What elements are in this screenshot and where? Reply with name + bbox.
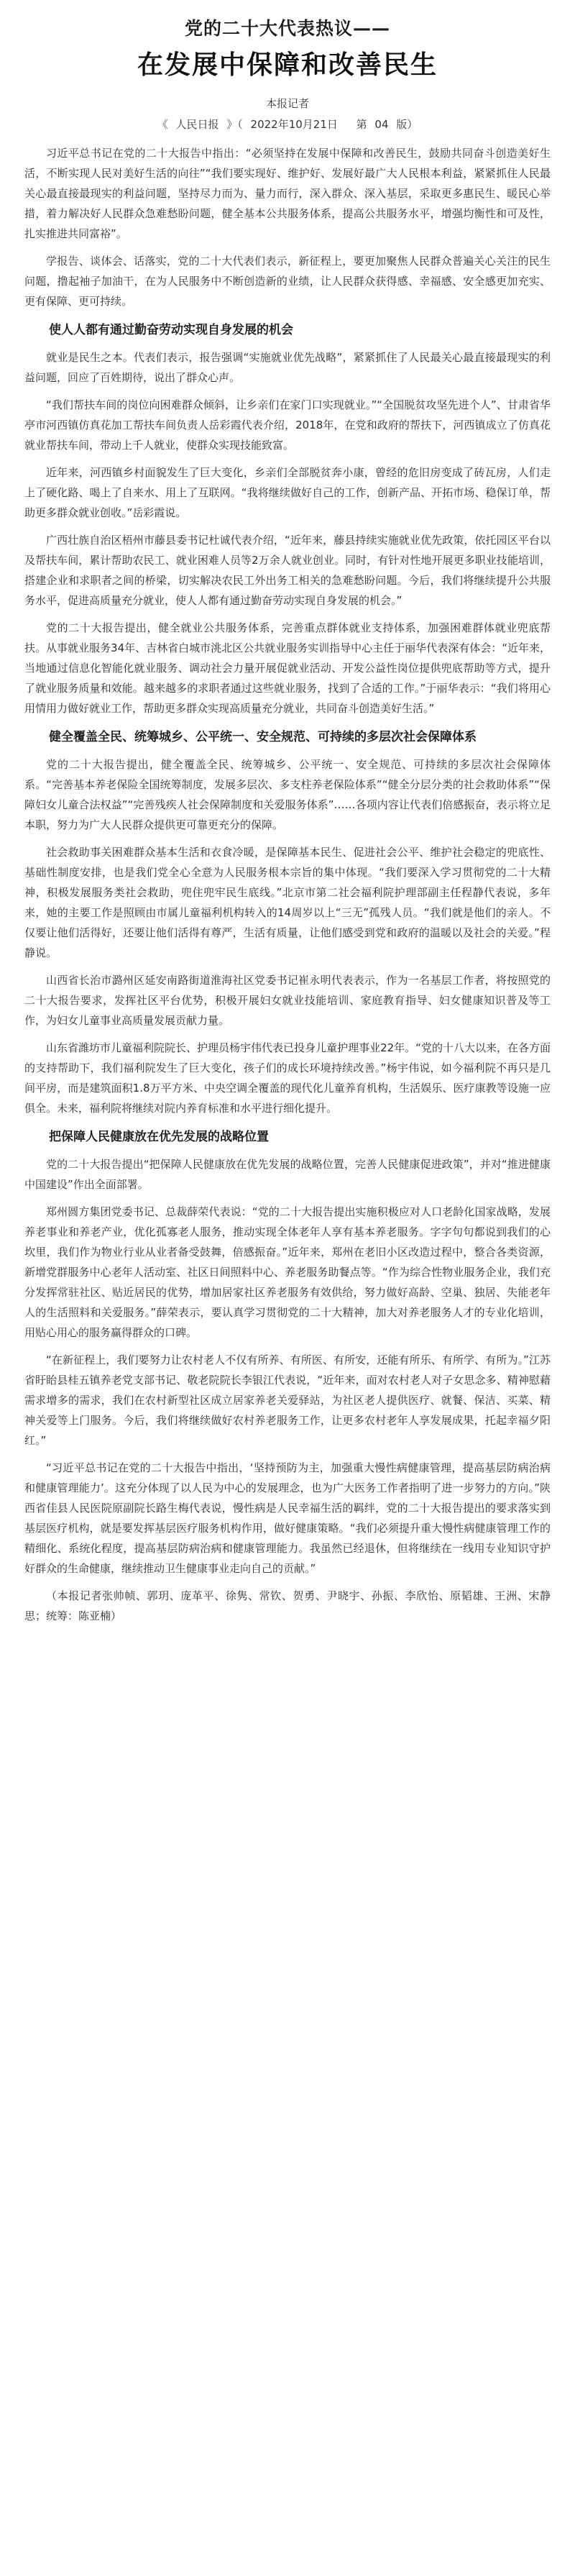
- article-paragraph: 郑州圆方集团党委书记、总裁薛荣代表说：“党的二十大报告提出实施积极应对人口老龄化国家战略，发展养老事业和养老产业，优化孤寡老人服务，推动实现全体老年人享有基本养老服务。字字句句都说到我们的心坎里，我们作为物业行业从业者备受鼓舞，倍感振奋。”近年来，郑州在老旧小区改造过程中，整合各类资源，新增党群服务中心老年人活动室、社区日间照料中心、养老服务助餐点等。“作为综合性物业服务企业，我们充分发挥常驻社区、贴近居民的优势，增加居家社区养老服务有效供给，努力做好高龄、空巢、独居、失能老年人的生活照料和关爱服务。”薛荣表示，要认真学习贯彻党的二十大精神，加大对养老服务人才的专业化培训，用贴心用心的服务赢得群众的口碑。: [24, 1205, 551, 1339]
- article-byline: 本报记者: [265, 97, 309, 110]
- article-paragraph: “习近平总书记在党的二十大报告中指出，‘坚持预防为主，加强重大慢性病健康管理，提高基层防病治病和健康管理能力’。这充分体现了以人民为中心的发展理念，也为广大医务工作者指明了进一步努力的方向。”陕西省佳县人民医院原副院长路生梅代表说，慢性病是人民幸福生活的羁绊，党的二十大报告提出的要求落实到基层医疗机构，就是要发挥基层医疗服务机构作用，做好健康策略。“我们必须提升重大慢性病健康管理工作的精细化、系统化程度，提高基层防病治病和健康管理能力。我虽然已经退休，但将继续在一线用专业知识守护好群众的生命健康，继续推动卫生健康事业走向自己的贡献。”: [24, 1461, 551, 1575]
- article-paragraph: 近年来，河西镇乡村面貌发生了巨大变化，乡亲们全部脱贫奔小康，曾经的危旧房变成了砖瓦房，人们走上了硬化路、喝上了自来水、用上了互联网。“我将继续做好自己的工作，创新产品、开拓市场、稳保订单，帮助更多群众就业创收。”岳彩霞说。: [24, 466, 551, 519]
- article-paragraph: 山西省长治市潞州区延安南路街道淮海社区党委书记崔永明代表表示，作为一名基层工作者，将按照党的二十大报告要求，发挥社区平台优势，积极开展妇女就业技能培训、家庭教育指导、妇女健康知识普及等工作，为妇女儿童事业高质量发展贡献力量。: [24, 974, 551, 1027]
- article-paragraph: 山东省潍坊市儿童福利院院长、护理员杨宇伟代表已投身儿童护理事业22年。“党的十八大以来，在各方面的支持帮助下，我们福利院发生了巨大变化，孩子们的成长环境持续改善。”杨宇伟说，如今福利院不再只是几间平房，而是建筑面积1.8万平方米、中央空调全覆盖的现代化儿童养育机构，生活娱乐、医疗康教等设施一应俱全。未来，福利院将继续对院内养育标准和水平进行细化提升。: [24, 1041, 551, 1115]
- article-kicker: 党的二十大代表热议——: [184, 18, 390, 39]
- article-title: 在发展中保障和改善民生: [137, 50, 438, 80]
- section-heading: 健全覆盖全民、统筹城乡、公平统一、安全规范、可持续的多层次社会保障体系: [49, 730, 477, 744]
- article-source: 《 人民日报 》（ 2022年10月21日 第 04 版）: [157, 118, 418, 131]
- article-paragraph: “我们帮扶车间的岗位向困难群众倾斜，让乡亲们在家门口实现就业。”“全国脱贫攻坚先进个人”、甘肃省华亭市河西镇仿真花加工帮扶车间负责人岳彩霞代表介绍，2018年，在党和政府的帮扶下，河西镇成立了仿真花就业帮扶车间，带动上千人就业，使群众实现技能致富。: [24, 398, 551, 452]
- article-paragraph: 广西壮族自治区梧州市藤县委书记杜诚代表介绍，“近年来，藤县持续实施就业优先政策，依托园区平台以及帮扶车间，累计帮助农民工、就业困难人员等2万余人就业创业。同时，有针对性地开展更多职业技能培训，搭建企业和求职者之间的桥梁，切实解决农民工外出务工相关的急难愁盼问题。今后，我们将继续提升公共服务水平，促进高质量充分就业，使人人都有通过勤奋劳动实现自身发展的机会。”: [24, 534, 551, 607]
- article-paragraph: 社会救助事关困难群众基本生活和衣食冷暖，是保障基本民生、促进社会公平、维护社会稳定的兜底性、基础性制度安排，也是我们党全心全意为人民服务根本宗旨的集中体现。“我们要深入学习贯彻党的二十大精神，积极发展服务类社会救助，兜住兜牢民生底线。”北京市第二社会福利院护理部副主任程静代表说，多年来，她的主要工作是照顾由市属儿童福利机构转入的14周岁以上“三无”孤残人员。“我们就是他们的亲人。不仅要让他们活得好，还要让他们活得有尊严，生活有质量，让他们感受到党和政府的温暖以及社会的关爱。”程静说。: [24, 846, 551, 959]
- article-paragraph: 学报告、谈体会、话落实，党的二十大代表们表示，新征程上，要更加聚焦人民群众普遍关心关注的民生问题，撸起袖子加油干，在为人民服务中不断创造新的业绩，让人民群众获得感、幸福感、安全感更加充实、更有保障、更可持续。: [24, 255, 551, 308]
- section-heading: 使人人都有通过勤奋劳动实现自身发展的机会: [49, 323, 293, 337]
- article-paragraph: 党的二十大报告提出，健全就业公共服务体系，完善重点群体就业支持体系，加强困难群体就业兜底帮扶。从事就业服务34年、吉林省白城市洮北区公共就业服务实训指导中心主任于丽华代表深有体会：“近年来，当地通过信息化智能化就业服务、调动社会力量开展促就业活动、开发公益性岗位提供兜底帮助等方式，提升了就业服务质量和效能。越来越多的求职者通过这些就业服务，找到了合适的工作。”于丽华表示：“我们将用心用情用力做好就业工作，帮助更多群众实现高质量充分就业，共同奋斗创造美好生活。”: [24, 621, 551, 715]
- article-paragraph: 党的二十大报告提出“把保障人民健康放在优先发展的战略位置，完善人民健康促进政策”，并对“推进健康中国建设”作出全面部署。: [24, 1158, 551, 1191]
- article-paragraph: “在新征程上，我们要努力让农村老人不仅有所养、有所医、有所安，还能有所乐、有所学、有所为。”江苏省盱眙县桂五镇养老党支部书记、敬老院院长李银江代表说，“近年来，面对农村老人对子女思念多、精神慰藉需求增多的需求，我们在农村新型社区成立居家养老关爱驿站，为社区老人提供医疗、就餐、保洁、买菜、精神关爱等上门服务。今后，我们将继续做好农村养老服务工作，让更多农村老年人享发展成果，托起幸福夕阳红。”: [24, 1353, 551, 1447]
- section-heading: 把保障人民健康放在优先发展的战略位置: [49, 1130, 269, 1144]
- article-paragraph: 习近平总书记在党的二十大报告中指出：“必须坚持在发展中保障和改善民生，鼓励共同奋斗创造美好生活，不断实现人民对美好生活的向往”“我们要实现好、维护好、发展好最广大人民根本利益，紧紧抓住人民最关心最直接最现实的利益问题，坚持尽力而为、量力而行，深入群众、深入基层，采取更多惠民生、暖民心举措，着力解决好人民群众急难愁盼问题，健全基本公共服务体系，提高公共服务水平，增强均衡性和可及性，扎实推进共同富裕”。: [24, 147, 551, 240]
- article-credit: （本报记者张帅帧、郭玥、庞革平、徐隽、常钦、贺勇、尹晓宇、孙振、李欣怡、原韬雄、王洲、宋静思；统筹：陈亚楠）: [24, 1589, 551, 1622]
- article-body: [24, 143, 551, 1626]
- article-paragraph: 就业是民生之本。代表们表示，报告强调“实施就业优先战略”，紧紧抓住了人民最关心最直接最现实的利益问题，回应了百姓期待，说出了群众心声。: [24, 351, 551, 384]
- article-paragraph: 党的二十大报告提出，健全覆盖全民、统筹城乡、公平统一、安全规范、可持续的多层次社会保障体系。“完善基本养老保险全国统筹制度，发展多层次、多支柱养老保险体系”“健全分层分类的社会救助体系”“保障妇女儿童合法权益”“完善残疾人社会保障制度和关爱服务体系”……各项内容让代表们倍感振奋，表示将立足本职，努力为广大人民群众提供更可靠更充分的保障。: [24, 758, 551, 831]
